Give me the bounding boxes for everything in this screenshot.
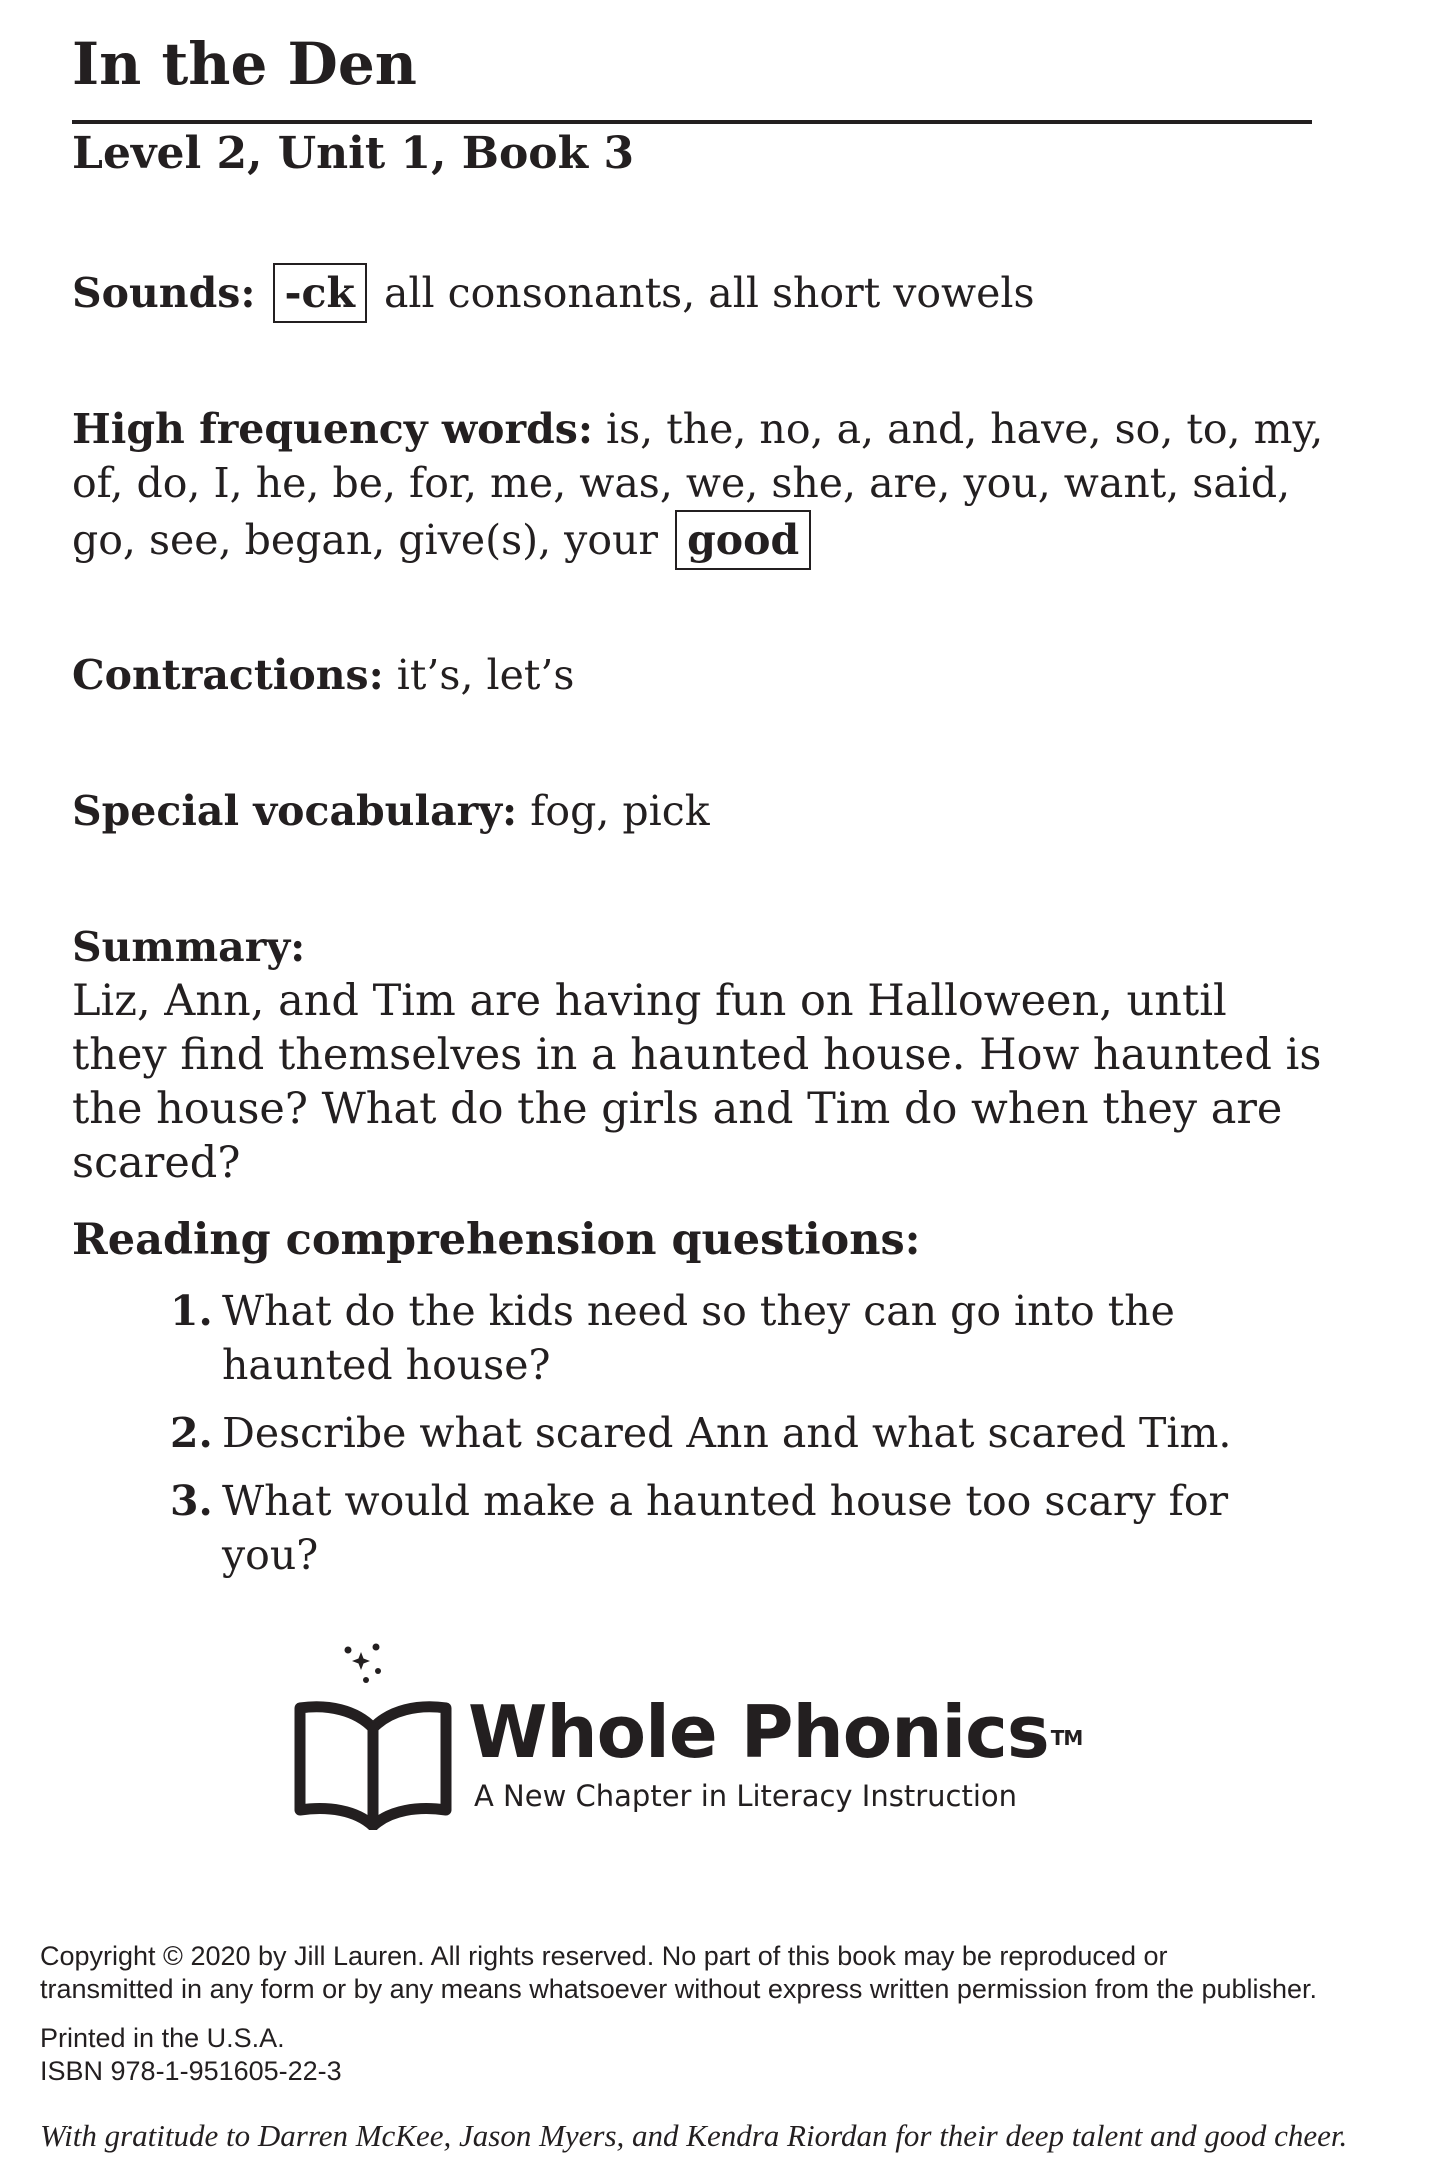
sounds-text: all consonants, all short vowels [383,269,1035,317]
question-number: 2. [170,1409,213,1457]
question-text: Describe what scared Ann and what scared Tim. [222,1409,1232,1457]
contractions-text: it’s, let’s [396,651,575,699]
logo-name-text: Whole Phonics [468,1690,1049,1774]
special-vocabulary-label: Special vocabulary: [72,787,518,835]
high-frequency-label: High frequency words: [72,405,593,453]
open-book-sparkles-icon [288,1640,458,1830]
question-item [72,1474,1332,1582]
questions-section [72,1210,1332,1596]
special-vocabulary-text: fog, pick [530,787,710,835]
question-text: What do the kids need so they can go into the haunted house? [222,1287,1175,1389]
logo-wordmark [468,1692,1082,1772]
questions-label: Reading comprehension questions: [72,1215,921,1265]
summary-section [72,920,1332,1190]
summary-text: Liz, Ann, and Tim are having fun on Halloween, until they find themselves in a haunted house. How haunted is the house? What do the girls and Tim do when they are scared? [72,976,1322,1188]
whole-phonics-logo [288,1640,1083,1830]
copyright-line-2: transmitted in any form or by any means whatsoever without express written permission from the publisher. [40,1974,1318,2004]
trademark-mark: TM [1050,1726,1083,1750]
gratitude-line: With gratitude to Darren McKee, Jason Myers, and Kendra Riordan for their deep talent and good cheer. [40,2118,1348,2153]
contractions-section [72,648,1332,702]
question-item [72,1406,1332,1460]
question-text: What would make a haunted house too scary for you? [222,1477,1229,1579]
high-frequency-boxed-word: good [675,510,811,570]
isbn: ISBN 978-1-951605-22-3 [40,2056,342,2086]
special-vocabulary-section [72,784,1332,838]
copyright-line-1: Copyright © 2020 by Jill Lauren. All rights reserved. No part of this book may be reproduced or [40,1941,1168,1971]
book-subtitle: Level 2, Unit 1, Book 3 [72,128,635,179]
sounds-section [72,263,1332,323]
question-item [72,1284,1332,1392]
book-title: In the Den [72,30,417,98]
question-number: 3. [170,1477,213,1525]
printed-in: Printed in the U.S.A. [40,2023,285,2053]
sounds-label: Sounds: [72,269,256,317]
contractions-label: Contractions: [72,651,384,699]
question-number: 1. [170,1287,213,1335]
summary-label: Summary: [72,923,306,971]
high-frequency-words: is, the, no, a, and, have, so, to, my, of, do, I, he, be, for, me, was, we, she, are, you, want, said, go, see, began, give(s), your [72,405,1324,564]
questions-list [72,1284,1332,1582]
sounds-boxed-sound: -ck [273,263,367,323]
high-frequency-section [72,402,1332,570]
logo-tagline: A New Chapter in Literacy Instruction [474,1779,1017,1813]
